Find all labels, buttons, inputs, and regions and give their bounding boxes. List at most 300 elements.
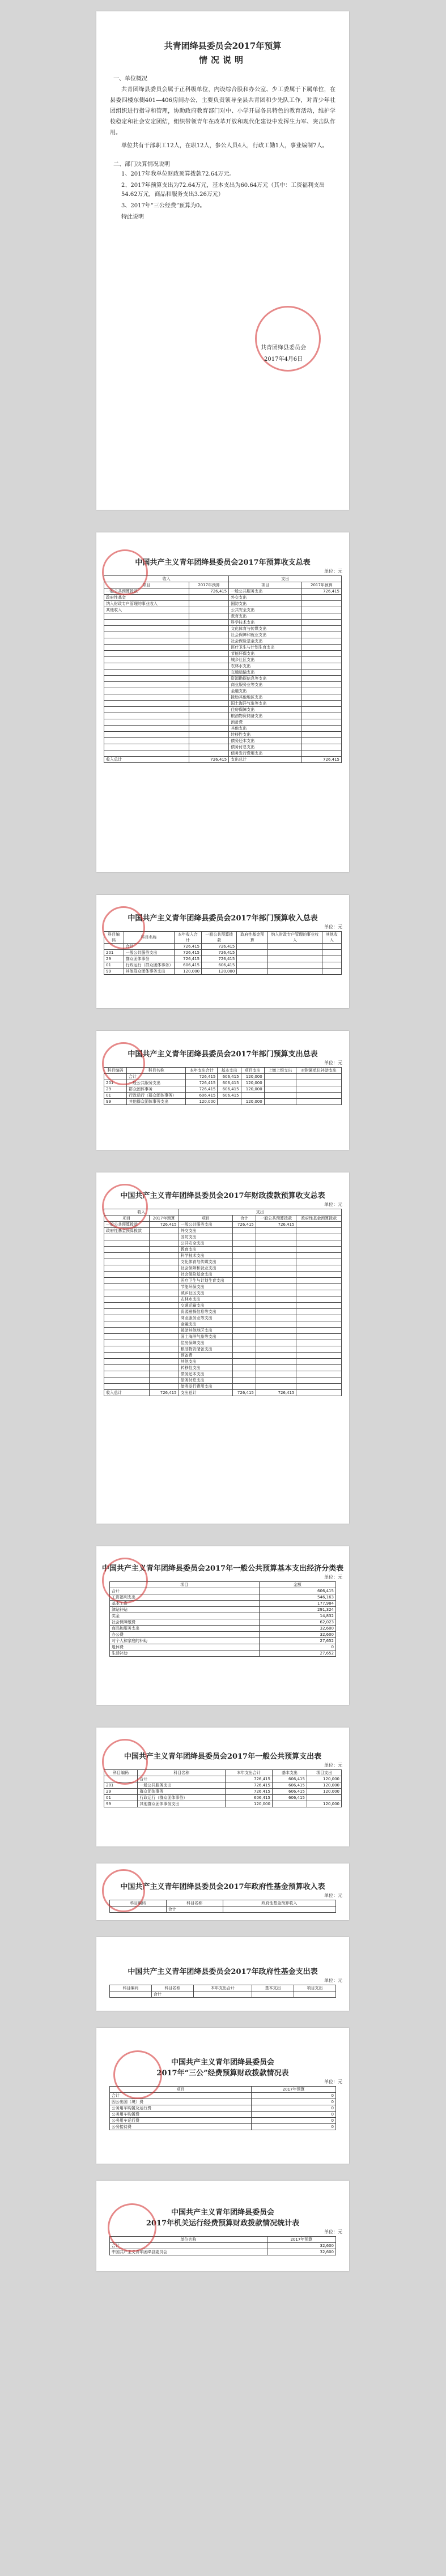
table-cell	[104, 1321, 150, 1328]
table-cell	[296, 1296, 342, 1303]
table-cell: 医疗卫生与计划生育支出	[179, 1278, 232, 1284]
table-cell	[189, 620, 229, 626]
table-cell: 办公费	[110, 1632, 260, 1638]
operating-cost-page	[96, 2181, 349, 2271]
table-cell: 726,415	[202, 950, 237, 956]
fund-income-table	[109, 1900, 336, 1913]
table-cell: 社会保障和就业支出	[179, 1265, 232, 1272]
table-cell: 群众团体事务	[124, 956, 174, 962]
table-cell: 606,415	[272, 1782, 307, 1789]
table-cell	[233, 1290, 256, 1296]
table-cell	[149, 1365, 179, 1371]
table-cell: 科学技术支出	[179, 1253, 232, 1259]
table-cell	[296, 1353, 342, 1359]
table-cell	[256, 1240, 296, 1247]
table-cell: 住房保障支出	[179, 1340, 232, 1346]
table-body	[110, 1991, 336, 1998]
column-header: 科目名称	[127, 1068, 186, 1074]
table-cell: 726,415	[225, 1776, 272, 1782]
table-row	[104, 1789, 342, 1795]
table-cell: 援助其他地区支出	[179, 1328, 232, 1334]
table-cell	[256, 1328, 296, 1334]
table-cell	[149, 1247, 179, 1253]
column-header: 政府性基金预算拨款	[296, 1216, 342, 1222]
table-cell	[296, 1265, 342, 1272]
table-cell: 社会保障和就业支出	[229, 632, 302, 638]
official-seal	[102, 1739, 148, 1785]
table-cell	[296, 1086, 341, 1093]
table-row	[104, 1371, 342, 1377]
table-cell: 社会保险基金支出	[229, 638, 302, 645]
table-cell: 606,415	[272, 1776, 307, 1782]
table-cell: 546,163	[259, 1594, 335, 1601]
table-cell	[264, 1093, 296, 1099]
table-cell	[104, 1359, 150, 1365]
table-cell	[104, 688, 189, 694]
column-header: 项目	[104, 1216, 150, 1222]
table-row	[110, 1607, 336, 1613]
table-title: 中国共产主义青年团绛县委员会2017年一般公共预算基本支出经济分类表	[101, 1564, 344, 1573]
table-cell: 合计	[166, 1907, 223, 1913]
table-cell	[149, 1253, 179, 1259]
table-cell	[233, 1353, 256, 1359]
table-cell	[104, 1259, 150, 1265]
table-cell: 606,415	[259, 1588, 335, 1594]
fund-income-page	[96, 1863, 349, 1920]
table-cell	[104, 676, 189, 682]
table-cell	[237, 962, 268, 969]
table-cell	[189, 713, 229, 719]
table-cell	[189, 750, 229, 757]
table-row	[104, 1296, 342, 1303]
table-row	[104, 713, 342, 719]
table-cell	[149, 1234, 179, 1240]
table-cell	[149, 1371, 179, 1377]
table-row	[104, 744, 342, 750]
income-header: 收入	[104, 1209, 179, 1216]
table-cell	[104, 613, 189, 620]
table-cell: 120,000	[225, 1801, 272, 1807]
table-cell: 01	[104, 1093, 127, 1099]
column-header: 科目名称	[124, 932, 174, 944]
table-cell	[268, 962, 322, 969]
table-cell	[272, 1801, 307, 1807]
table-row	[104, 1782, 342, 1789]
column-header: 2017年预算	[149, 1216, 179, 1222]
unit-label: 单位：元	[324, 2229, 342, 2234]
column-header: 纳入财政专户管理的事业收入	[268, 932, 322, 944]
table-row	[104, 601, 342, 607]
table-cell	[149, 1340, 179, 1346]
table-cell	[301, 601, 341, 607]
brief-page	[96, 11, 349, 510]
table-cell	[189, 726, 229, 732]
table-cell	[104, 1253, 150, 1259]
budget-summary-table	[104, 575, 342, 763]
table-row	[104, 1253, 342, 1259]
table-cell	[233, 1259, 256, 1265]
table-cell	[296, 1371, 342, 1377]
table-cell: 农林水支出	[229, 663, 302, 669]
table-row	[104, 962, 342, 969]
table-row	[104, 669, 342, 676]
table-row	[104, 1290, 342, 1296]
column-header: 科目名称	[166, 1900, 223, 1907]
table-cell: 120,000	[307, 1801, 341, 1807]
column-header: 本年支出合计	[225, 1770, 272, 1776]
table-row	[104, 638, 342, 645]
table-cell	[104, 1328, 150, 1334]
table-cell	[301, 663, 341, 669]
table-cell: 一般公共服务支出	[229, 588, 302, 595]
table-cell: 国防支出	[229, 601, 302, 607]
table-cell: 726,415	[225, 1789, 272, 1795]
table-cell: 资源勘探信息等支出	[229, 676, 302, 682]
table-cell	[252, 1991, 294, 1998]
table-cell: 金融支出	[229, 688, 302, 694]
table-cell: 外交支出	[229, 595, 302, 601]
table-cell: 606,415	[225, 1795, 272, 1801]
table-row	[110, 1632, 336, 1638]
table-cell: 交通运输支出	[229, 669, 302, 676]
table-cell: 291,324	[259, 1607, 335, 1613]
table-row	[104, 1801, 342, 1807]
table-row	[104, 950, 342, 956]
table-cell	[268, 944, 322, 950]
table-cell	[189, 744, 229, 750]
table-row	[104, 719, 342, 726]
table-cell	[233, 1377, 256, 1384]
column-header: 项目	[179, 1216, 232, 1222]
table-cell	[237, 950, 268, 956]
budget-line-1: 1、2017年我单位财政预算拨款72.64万元。	[121, 171, 235, 177]
table-title: 中国共产主义青年团绛县委员会2017年政府性基金支出表	[128, 1968, 318, 1976]
column-header: 科目编码	[110, 1985, 152, 1991]
table-cell: 教育支出	[179, 1247, 232, 1253]
official-seal	[102, 549, 148, 595]
table-title: 中国共产主义青年团绛县委员会2017年部门预算收入总表	[128, 914, 318, 923]
column-header: 项目支出	[307, 1770, 341, 1776]
table-cell	[189, 626, 229, 632]
table-cell: 粮油物资储备支出	[229, 713, 302, 719]
column-header: 本年收入合计	[174, 932, 202, 944]
table-cell	[301, 694, 341, 701]
table-cell	[149, 1384, 179, 1390]
table-row	[104, 1334, 342, 1340]
table-cell: 商业服务业等支出	[229, 682, 302, 688]
unit-label: 单位：元	[324, 924, 342, 929]
table-cell	[233, 1321, 256, 1328]
table-cell	[149, 1272, 179, 1278]
column-header: 基本支出	[218, 1068, 241, 1074]
table-cell	[104, 1334, 150, 1340]
table-body	[104, 1776, 342, 1807]
table-cell: 0	[252, 2099, 336, 2105]
column-header: 项目	[110, 1582, 260, 1588]
table-cell	[149, 1377, 179, 1384]
table-cell: 城乡社区支出	[229, 657, 302, 663]
column-header: 科目编码	[104, 932, 124, 944]
table-cell	[104, 732, 189, 738]
total-value: 726,415	[256, 1390, 296, 1396]
table-cell	[104, 1315, 150, 1321]
table-cell	[233, 1334, 256, 1340]
column-header: 合计	[233, 1216, 256, 1222]
table-cell	[301, 620, 341, 626]
total-value: 726,415	[189, 757, 229, 763]
total-value: 726,415	[301, 757, 341, 763]
column-header: 科目编码	[104, 1068, 127, 1074]
table-cell	[301, 607, 341, 613]
table-cell	[301, 750, 341, 757]
table-cell	[104, 701, 189, 707]
table-cell: 国土海洋气象等支出	[229, 701, 302, 707]
table-cell	[104, 657, 189, 663]
paragraph-staff: 单位共有干部职工12人，在职12人，参公人员4人，行政工勤1人，事业编制7人。	[121, 143, 328, 149]
table-cell: 援助其他地区支出	[229, 694, 302, 701]
table-row	[104, 1278, 342, 1284]
table-cell	[104, 750, 189, 757]
table-row	[104, 645, 342, 651]
table-cell: 726,415	[186, 1086, 218, 1093]
table-cell	[104, 1296, 150, 1303]
table-cell: 预备费	[179, 1353, 232, 1359]
table-cell: 一般公共服务支出	[127, 1080, 186, 1086]
table-cell: 资源勘探信息等支出	[179, 1309, 232, 1315]
table-row	[104, 726, 342, 732]
table-cell: 其他群众团体事务支出	[124, 969, 174, 975]
table-cell: 29	[104, 1086, 127, 1093]
unit-label: 单位：元	[324, 1202, 342, 1207]
table-cell	[322, 956, 341, 962]
table-cell	[301, 613, 341, 620]
table-cell	[104, 707, 189, 713]
table-cell: 606,415	[218, 1086, 241, 1093]
table-cell: 教育支出	[229, 613, 302, 620]
table-cell	[149, 1303, 179, 1309]
table-cell	[307, 1795, 341, 1801]
table-cell	[149, 1284, 179, 1290]
table-cell: 公务用车运行费	[110, 2118, 252, 2124]
table-cell	[149, 1334, 179, 1340]
table-row	[110, 1619, 336, 1626]
table-cell: 粮油物资储备支出	[179, 1346, 232, 1353]
table-cell	[301, 626, 341, 632]
table-cell: 合计	[110, 2093, 252, 2099]
table-cell: 债务发行费用支出	[179, 1384, 232, 1390]
closing-line: 特此说明	[121, 214, 144, 220]
table-body	[110, 1907, 336, 1913]
table-row	[104, 657, 342, 663]
table-cell: 合计	[110, 2243, 267, 2249]
table-cell	[104, 663, 189, 669]
table-row	[104, 1284, 342, 1290]
table-cell	[241, 1093, 264, 1099]
table-cell	[104, 651, 189, 657]
column-header: 项目	[110, 2087, 252, 2093]
table-cell	[301, 651, 341, 657]
official-seal	[102, 906, 145, 949]
table-cell	[233, 1359, 256, 1365]
table-cell: 一般公共服务支出	[179, 1222, 232, 1228]
table-cell	[233, 1247, 256, 1253]
table-cell: 外交支出	[179, 1228, 232, 1234]
table-cell: 其他收入	[104, 607, 189, 613]
table-row	[104, 694, 342, 701]
unit-label: 单位：元	[324, 569, 342, 574]
table-cell	[256, 1353, 296, 1359]
table-cell	[296, 1340, 342, 1346]
section-unit-overview: 一、单位概况	[113, 76, 147, 82]
table-cell: 其他支出	[179, 1359, 232, 1365]
table-cell: 商品和服务支出	[110, 1626, 260, 1632]
table-cell: 科学技术支出	[229, 620, 302, 626]
table-subtitle: 2017年机关运行经费预算财政拨款情况统计表	[146, 2219, 300, 2228]
expense-summary-page	[96, 1031, 349, 1150]
table-cell: 0	[252, 2118, 336, 2124]
table-cell	[264, 1086, 296, 1093]
table-cell: 606,415	[186, 1093, 218, 1099]
table-cell	[104, 1377, 150, 1384]
table-row	[104, 1309, 342, 1315]
table-cell: 奖金	[110, 1613, 260, 1619]
table-row	[104, 1377, 342, 1384]
table-cell: 国防支出	[179, 1234, 232, 1240]
table-cell: 一般公共预算拨款	[104, 1222, 150, 1228]
table-cell: 基本工资	[110, 1601, 260, 1607]
table-cell	[189, 663, 229, 669]
doc-title: 共青团绛县委员会2017年预算	[164, 41, 282, 51]
table-cell	[256, 1303, 296, 1309]
table-cell: 群众团体事务	[127, 1086, 186, 1093]
table-cell: 120,000	[241, 1099, 264, 1105]
column-header: 金额	[259, 1582, 335, 1588]
table-cell	[233, 1272, 256, 1278]
table-cell	[149, 1309, 179, 1315]
table-cell: 726,415	[202, 944, 237, 950]
table-row	[104, 676, 342, 682]
table-cell	[256, 1359, 296, 1365]
table-cell	[296, 1290, 342, 1296]
table-subtitle: 2017年“三公”经费预算财政拨款情况表	[156, 2069, 289, 2078]
table-cell	[256, 1259, 296, 1265]
column-header: 2017年预算	[301, 582, 341, 588]
header-row	[110, 1985, 336, 1991]
table-cell: 行政运行（群众团体事务）	[124, 962, 174, 969]
table-cell	[149, 1296, 179, 1303]
table-cell: 62,023	[259, 1619, 335, 1626]
table-cell	[104, 738, 189, 744]
table-cell: 合计	[124, 944, 174, 950]
column-header: 政府性基金预算收入	[223, 1900, 336, 1907]
table-cell	[264, 1099, 296, 1105]
table-cell	[104, 1365, 150, 1371]
table-cell: 对个人和家庭的补助	[110, 1638, 260, 1644]
table-cell	[296, 1384, 342, 1390]
table-cell	[189, 645, 229, 651]
table-cell: 文化体育与传媒支出	[229, 626, 302, 632]
table-cell	[268, 950, 322, 956]
table-cell	[233, 1228, 256, 1234]
table-cell	[301, 732, 341, 738]
table-row	[104, 1328, 342, 1334]
table-cell	[104, 719, 189, 726]
table-cell	[301, 595, 341, 601]
table-cell: 合计	[127, 1074, 186, 1080]
table-row	[104, 1265, 342, 1272]
table-cell: 群众团体事务	[138, 1789, 225, 1795]
table-cell: 合计	[138, 1776, 225, 1782]
table-cell: 0	[252, 2093, 336, 2099]
expense-header: 支出	[179, 1209, 341, 1216]
table-cell	[189, 669, 229, 676]
table-cell: 节能环保支出	[179, 1284, 232, 1290]
table-cell	[104, 669, 189, 676]
table-cell	[264, 1080, 296, 1086]
table-cell	[149, 1290, 179, 1296]
table-row	[104, 595, 342, 601]
table-cell	[233, 1234, 256, 1240]
table-cell: 住房保障支出	[229, 707, 302, 713]
table-cell	[268, 956, 322, 962]
table-row	[104, 620, 342, 626]
income-header: 收入	[104, 576, 229, 582]
table-cell	[189, 707, 229, 713]
table-cell	[296, 1259, 342, 1265]
table-cell	[296, 1093, 341, 1099]
table-cell: 606,415	[218, 1093, 241, 1099]
table-cell	[189, 601, 229, 607]
column-header: 项目	[104, 582, 189, 588]
table-cell: 606,415	[272, 1795, 307, 1801]
column-header: 本年支出合计	[186, 1068, 218, 1074]
section-budget-explanation: 二、部门决算情况说明	[113, 161, 170, 168]
table-cell	[301, 738, 341, 744]
table-cell	[104, 1303, 150, 1309]
table-cell: 合计	[151, 1991, 193, 1998]
table-cell: 政府性基金预算拨款	[104, 1228, 150, 1234]
table-body	[104, 1222, 342, 1390]
table-cell	[296, 1284, 342, 1290]
column-header: 项目	[229, 582, 302, 588]
fiscal-summary-table	[104, 1209, 342, 1396]
table-cell	[233, 1265, 256, 1272]
table-cell: 120,000	[241, 1086, 264, 1093]
table-row	[104, 1247, 342, 1253]
table-cell	[104, 1247, 150, 1253]
table-cell	[233, 1384, 256, 1390]
table-cell: 转移性支出	[179, 1365, 232, 1371]
table-cell	[189, 657, 229, 663]
table-cell	[233, 1296, 256, 1303]
fiscal-summary-page	[96, 1172, 349, 1524]
column-header: 一般公共预算拨款	[256, 1216, 296, 1222]
table-cell	[256, 1346, 296, 1353]
economic-classification-page	[96, 1546, 349, 1705]
table-cell	[256, 1371, 296, 1377]
total-value: 726,415	[233, 1390, 256, 1396]
table-cell: 726,415	[225, 1782, 272, 1789]
table-row	[104, 688, 342, 694]
unit-label: 单位：元	[324, 1978, 342, 1983]
table-cell: 99	[104, 969, 124, 975]
table-cell	[256, 1284, 296, 1290]
table-row	[110, 1613, 336, 1619]
table-cell: 公共安全支出	[179, 1240, 232, 1247]
table-cell: 债务还本支出	[229, 738, 302, 744]
table-row	[104, 613, 342, 620]
table-cell: 0	[252, 2105, 336, 2112]
